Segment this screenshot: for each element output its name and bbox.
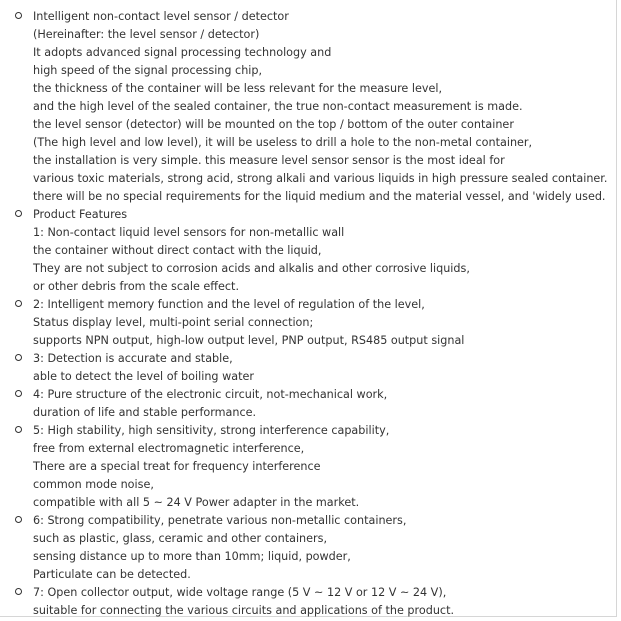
text-line: sensing distance up to more than 10mm; liquid, powder, <box>33 550 351 563</box>
text-line: compatible with all 5 ~ 24 V Power adapter in the market. <box>33 496 360 509</box>
product-description <box>0 8 615 620</box>
text-line: Status display level, multi-point serial connection; <box>33 316 314 329</box>
text-line: 2: Intelligent memory function and the level of regulation of the level, <box>33 298 425 311</box>
list-item <box>0 584 615 620</box>
circle-bullet-icon <box>15 300 22 307</box>
text-line: or other debris from the scale effect. <box>33 280 239 293</box>
text-line: (Hereinafter: the level sensor / detector) <box>33 28 260 41</box>
text-line: such as plastic, glass, ceramic and other containers, <box>33 532 328 545</box>
text-line: 3: Detection is accurate and stable, <box>33 352 233 365</box>
circle-bullet-icon <box>15 516 22 523</box>
text-line: high speed of the signal processing chip, <box>33 64 263 77</box>
text-line: able to detect the level of boiling water <box>33 370 254 383</box>
text-line: They are not subject to corrosion acids and alkalis and other corrosive liquids, <box>33 262 470 275</box>
text-line: free from external electromagnetic interference, <box>33 442 305 455</box>
text-line: the thickness of the container will be less relevant for the measure level, <box>33 82 443 95</box>
circle-bullet-icon <box>15 390 22 397</box>
circle-bullet-icon <box>15 210 22 217</box>
text-line: 1: Non-contact liquid level sensors for non-metallic wall <box>33 226 345 239</box>
circle-bullet-icon <box>15 426 22 433</box>
text-line: 7: Open collector output, wide voltage range (5 V ~ 12 V or 12 V ~ 24 V), <box>33 586 447 599</box>
list-item <box>0 8 615 206</box>
text-line: (The high level and low level), it will be useless to drill a hole to the non-metal container, <box>33 136 533 149</box>
list-item <box>0 296 615 350</box>
text-line: the level sensor (detector) will be mounted on the top / bottom of the outer container <box>33 118 514 131</box>
circle-bullet-icon <box>15 354 22 361</box>
text-line: there will be no special requirements for the liquid medium and the material vessel, and 'widely used. <box>33 190 606 203</box>
text-line: Intelligent non-contact level sensor / detector <box>33 10 289 23</box>
text-line: various toxic materials, strong acid, strong alkali and various liquids in high pressure sealed container. <box>33 172 608 185</box>
text-line: There are a special treat for frequency interference <box>33 460 321 473</box>
list-item <box>0 422 615 512</box>
text-line: Product Features <box>33 208 128 221</box>
text-line: common mode noise, <box>33 478 154 491</box>
list-item <box>0 386 615 422</box>
text-line: duration of life and stable performance. <box>33 406 257 419</box>
circle-bullet-icon <box>15 12 22 19</box>
text-line: the installation is very simple. this measure level sensor sensor is the most ideal for <box>33 154 505 167</box>
text-line: Particulate can be detected. <box>33 568 191 581</box>
text-line: and the high level of the sealed container, the true non-contact measurement is made. <box>33 100 523 113</box>
text-line: It adopts advanced signal processing technology and <box>33 46 332 59</box>
text-line: 4: Pure structure of the electronic circuit, not-mechanical work, <box>33 388 388 401</box>
text-line: 6: Strong compatibility, penetrate various non-metallic containers, <box>33 514 407 527</box>
text-line: supports NPN output, high-low output level, PNP output, RS485 output signal <box>33 334 465 347</box>
list-item <box>0 512 615 584</box>
text-line: suitable for connecting the various circuits and applications of the product. <box>33 604 455 617</box>
circle-bullet-icon <box>15 588 22 595</box>
list-item <box>0 350 615 386</box>
list-item <box>0 206 615 296</box>
text-line: the container without direct contact with the liquid, <box>33 244 322 257</box>
text-line: 5: High stability, high sensitivity, strong interference capability, <box>33 424 390 437</box>
